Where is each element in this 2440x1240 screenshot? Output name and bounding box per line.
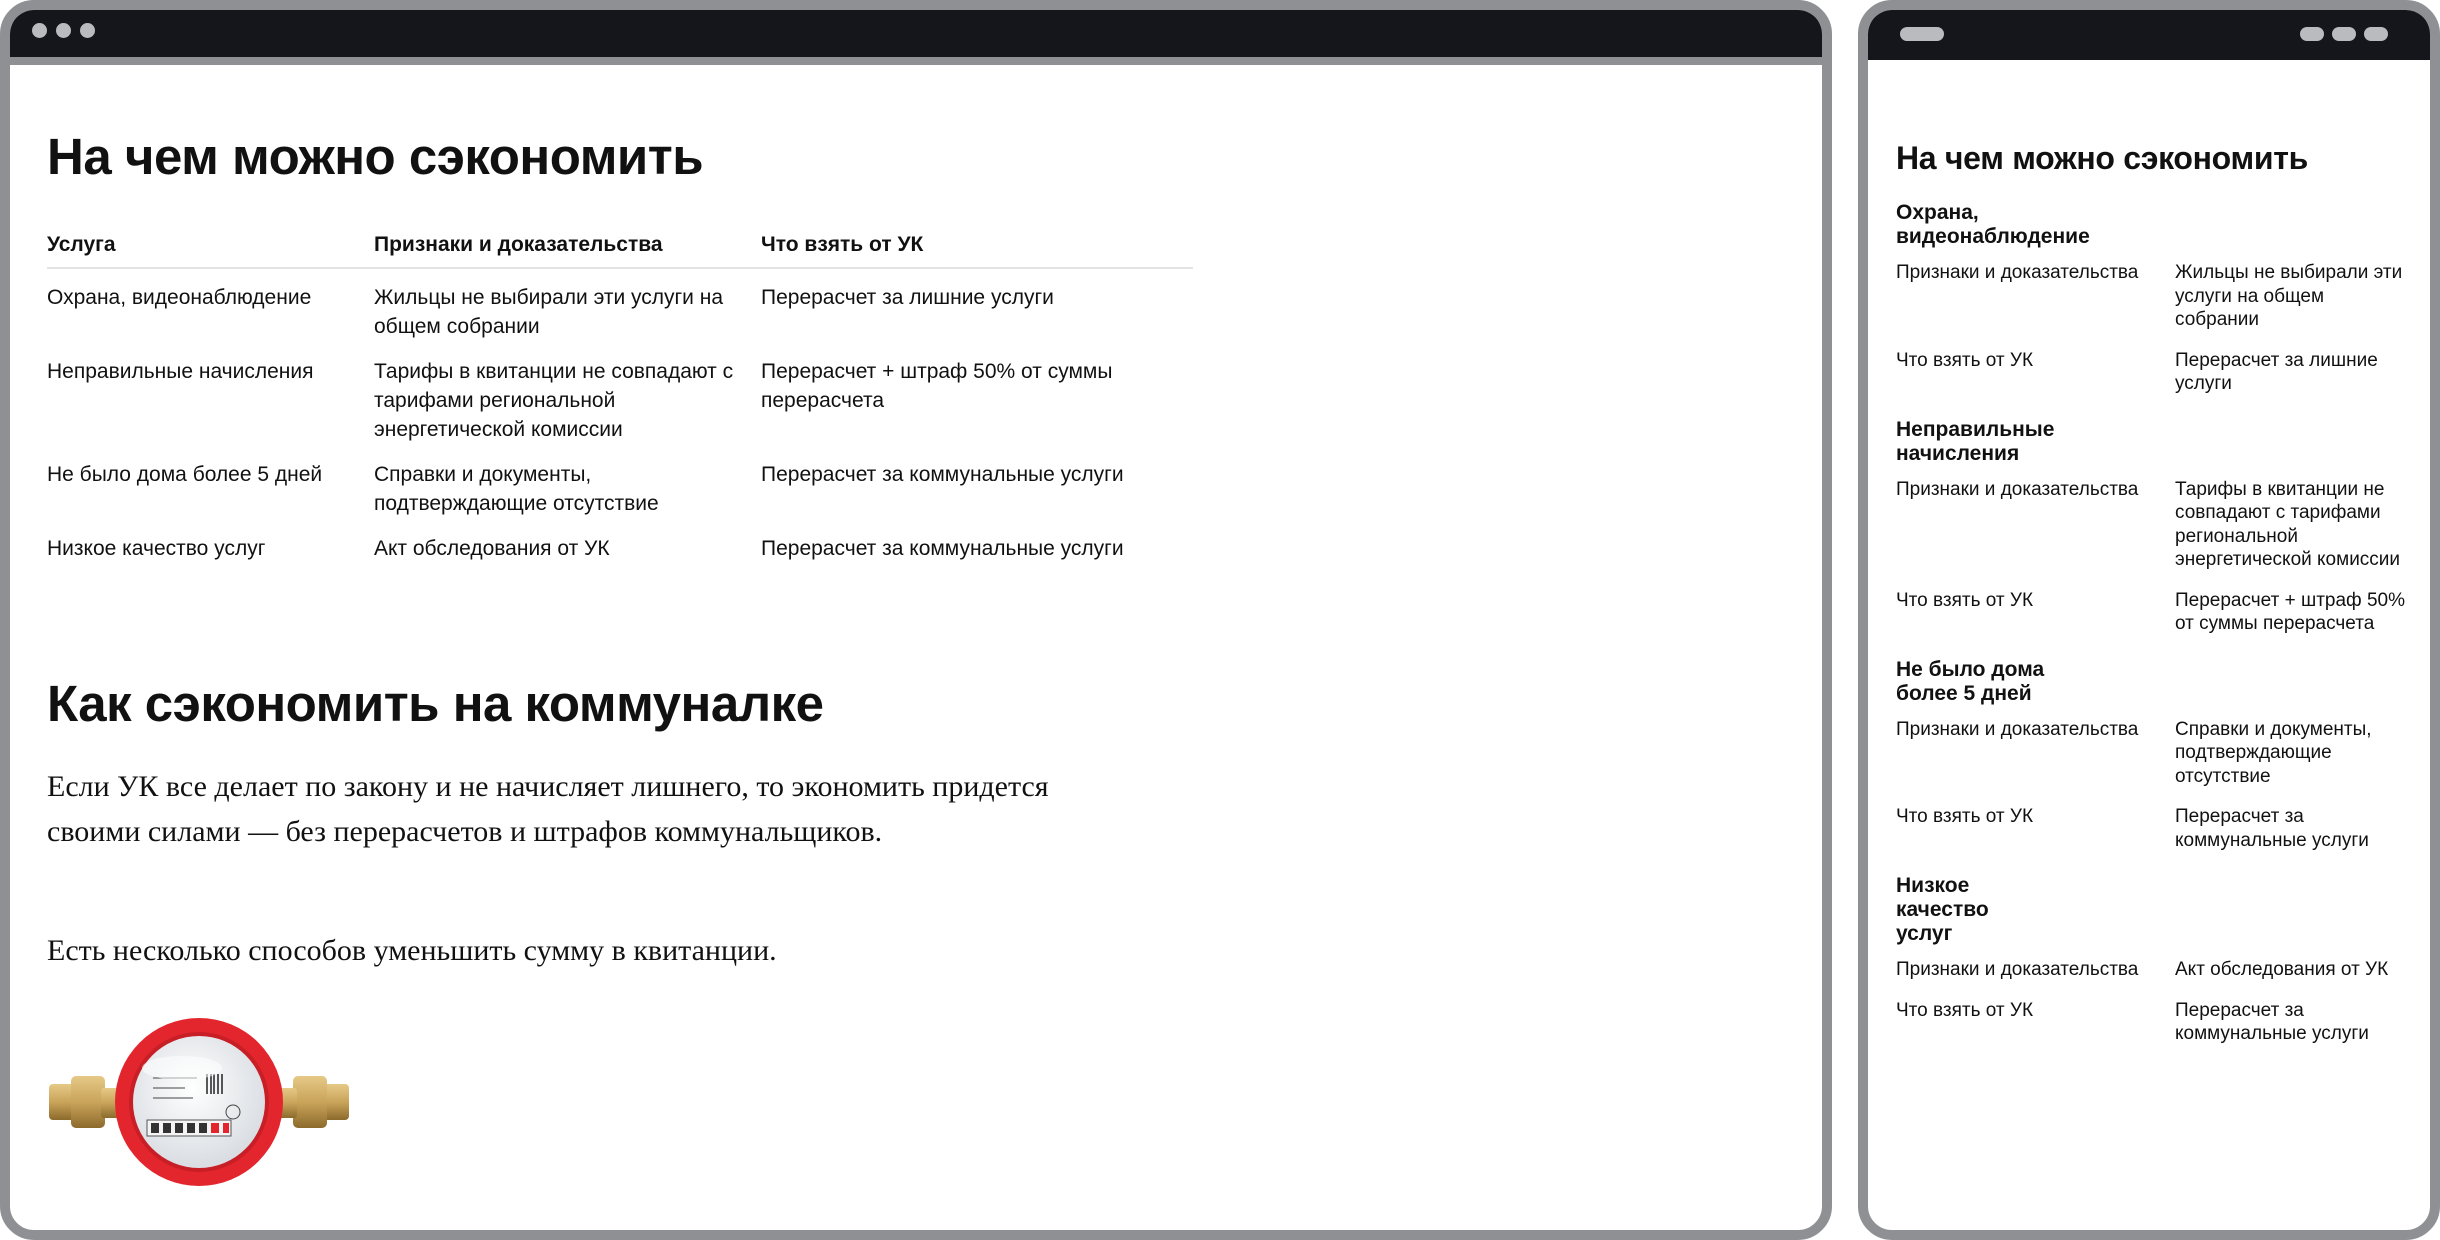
mobile-evidence-row — [1896, 261, 2416, 332]
cell-take — [761, 444, 1193, 518]
mobile-control-pill[interactable] — [2332, 27, 2356, 41]
mobile-service-name: Неправильные начисления — [1896, 417, 2055, 465]
cell-service: Не было дома более 5 дней — [47, 463, 323, 486]
column-header-evidence: Признаки и доказательства — [374, 230, 761, 268]
cell-take — [761, 518, 1193, 563]
cell-take-text: Перерасчет за коммунальные услуги — [761, 537, 1124, 560]
mobile-take-value: Перерасчет за коммунальные услуги — [2175, 999, 2369, 1044]
cell-evidence — [374, 518, 761, 563]
mobile-titlebar — [1868, 10, 2430, 60]
mobile-service-name: Охрана, видеонаблюдение — [1896, 201, 2090, 248]
savings-table — [47, 230, 1193, 563]
mobile-take-row — [1896, 349, 2416, 396]
mobile-take-row — [1896, 805, 2416, 852]
mobile-take-label: Что взять от УК — [1896, 999, 2034, 1021]
section-title-savings: На чем можно сэкономить — [47, 128, 704, 185]
cell-evidence — [374, 341, 761, 444]
column-header-take: Что взять от УК — [761, 230, 1193, 268]
window-close-dot[interactable] — [32, 23, 47, 38]
mobile-control-pill[interactable] — [2300, 27, 2324, 41]
mobile-service-card — [1896, 874, 2416, 1046]
water-meter-image — [47, 1016, 351, 1186]
cell-evidence-text: Акт обследования от УК — [374, 537, 610, 560]
column-header-service: Услуга — [47, 230, 374, 268]
desktop-titlebar — [10, 10, 1822, 65]
mobile-service-name: Низкое качество услуг — [1896, 874, 1989, 945]
table-row — [47, 518, 1193, 563]
mobile-evidence-value: Справки и документы, подтверждающие отсутствие — [2175, 718, 2372, 787]
cell-evidence — [374, 444, 761, 518]
mobile-take-value: Перерасчет + штраф 50% от суммы перерасчета — [2175, 589, 2405, 634]
cell-service: Неправильные начисления — [47, 360, 314, 383]
mobile-evidence-label: Признаки и доказательства — [1896, 959, 2139, 980]
mobile-evidence-value: Жильцы не выбирали эти услуги на общем собрании — [2175, 262, 2403, 330]
mobile-evidence-value: Акт обследования от УК — [2175, 959, 2389, 980]
mobile-take-label: Что взять от УК — [1896, 806, 2034, 827]
mobile-evidence-label: Признаки и доказательства — [1896, 478, 2139, 500]
section-title-how-to-save: Как сэкономить на коммуналке — [47, 675, 824, 732]
cell-service: Охрана, видеонаблюдение — [47, 286, 312, 309]
window-maximize-dot[interactable] — [80, 23, 95, 38]
mobile-browser-frame — [1858, 0, 2440, 1240]
cell-evidence-text: Тарифы в квитанции не совпадают с тарифами региональной энергетической комиссии — [374, 360, 734, 441]
table-row — [47, 268, 1193, 341]
mobile-menu-pill[interactable] — [1900, 27, 1944, 41]
table-header-row — [47, 230, 1193, 268]
mobile-evidence-row — [1896, 718, 2416, 789]
mobile-take-label: Что взять от УК — [1896, 589, 2034, 611]
mobile-evidence-value: Тарифы в квитанции не совпадают с тарифами региональной энергетической комиссии — [2175, 478, 2401, 570]
mobile-service-card — [1896, 201, 2416, 396]
window-minimize-dot[interactable] — [56, 23, 71, 38]
mobile-section-title: На чем можно сэкономить — [1896, 140, 2308, 176]
cell-evidence — [374, 268, 761, 341]
cell-take-text: Перерасчет + штраф 50% от суммы перерасчета — [761, 360, 1113, 412]
mobile-control-pill[interactable] — [2364, 27, 2388, 41]
cell-take — [761, 341, 1193, 444]
mobile-evidence-row — [1896, 958, 2416, 982]
cell-service: Низкое качество услуг — [47, 537, 266, 560]
cell-evidence-text: Справки и документы, подтверждающие отсутствие — [374, 463, 659, 515]
mobile-evidence-row — [1896, 478, 2416, 572]
mobile-take-label: Что взять от УК — [1896, 349, 2034, 371]
mobile-article — [1896, 140, 2416, 1068]
cell-evidence-text: Жильцы не выбирали эти услуги на общем собрании — [374, 286, 724, 338]
mobile-take-row — [1896, 999, 2416, 1046]
mobile-service-card — [1896, 418, 2416, 636]
table-row — [47, 444, 1193, 518]
cell-take-text: Перерасчет за лишние услуги — [761, 286, 1054, 309]
mobile-service-name: Не было дома более 5 дней — [1896, 657, 2045, 705]
table-row — [47, 341, 1193, 444]
mobile-take-value: Перерасчет за лишние услуги — [2175, 349, 2378, 394]
intro-paragraph: Если УК все делает по закону и не начисляет лишнего, то экономить придется своими силами — без перерасчетов и штрафов коммунальщиков. — [47, 770, 1049, 848]
ways-paragraph: Есть несколько способов уменьшить сумму в квитанции. — [47, 934, 777, 967]
mobile-service-card — [1896, 658, 2416, 853]
cell-take-text: Перерасчет за коммунальные услуги — [761, 463, 1124, 486]
cell-take — [761, 268, 1193, 341]
mobile-take-row — [1896, 589, 2416, 636]
mobile-take-value: Перерасчет за коммунальные услуги — [2175, 806, 2369, 851]
mobile-evidence-label: Признаки и доказательства — [1896, 262, 2139, 283]
mobile-evidence-label: Признаки и доказательства — [1896, 718, 2139, 740]
